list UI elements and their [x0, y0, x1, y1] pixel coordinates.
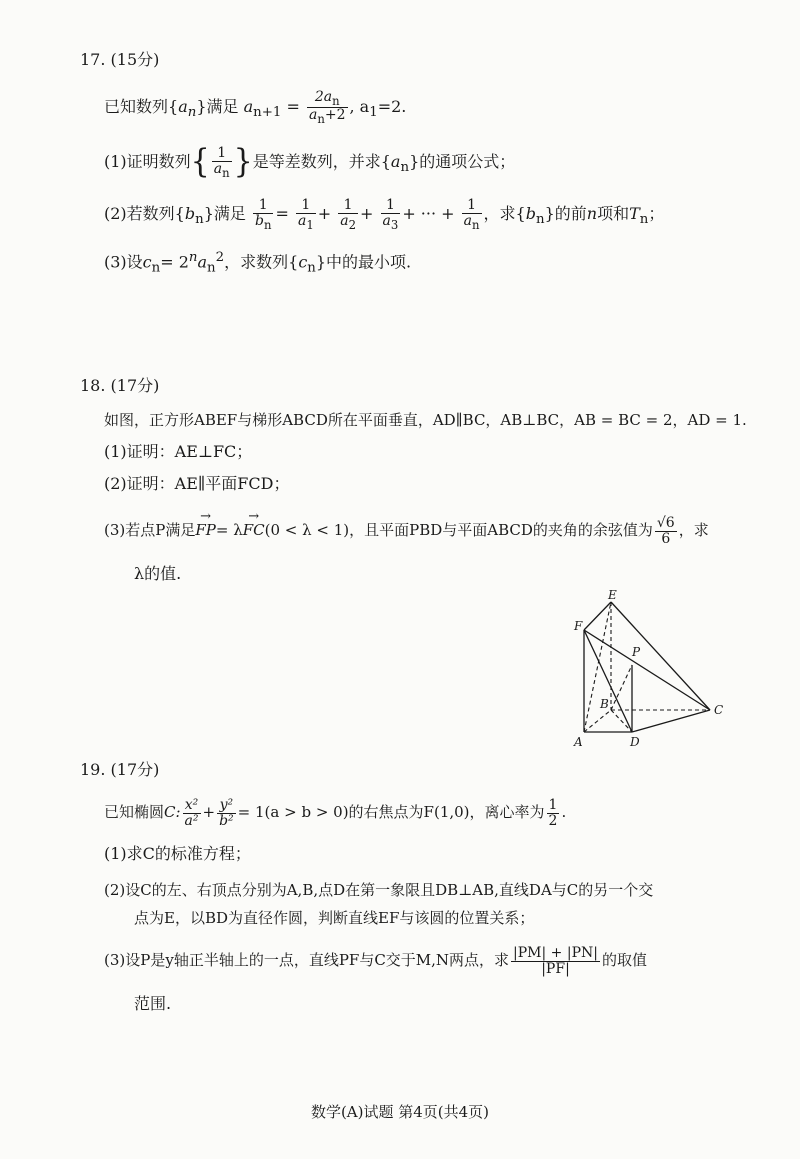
- label-A: A: [574, 735, 583, 749]
- q18-part3: (3)若点P满足→ FP= λ→ FC(0 < λ < 1)，且平面PBD与平面ABCD的夹角的余弦值为 $\frac{√6}{6}$ ，求: [104, 516, 709, 546]
- q19-stem: 已知椭圆C: $\frac{\text{x²}}{\text{a²}}$ + $\frac{\text{y²}}{\text{b²}}$ = 1(a > b > 0)的右焦点为F(1,0)，离心率为 $\frac{1}{2}$ .: [104, 797, 567, 829]
- q18-part2: (2)证明：AE∥平面FCD；: [104, 474, 290, 493]
- label-B: B: [600, 697, 609, 711]
- edge-BP: [611, 665, 632, 710]
- q17-heading: 17. (15分): [80, 50, 160, 69]
- q19-part2-line1: (2)设C的左、右顶点分别为A,B,点D在第一象限且DB⊥AB,直线DA与C的另一个交: [104, 881, 654, 899]
- q19-part3-cont: 范围.: [134, 994, 172, 1013]
- q18-heading: 18. (17分): [80, 376, 160, 395]
- edge-DC: [632, 710, 710, 732]
- q19-part3: (3)设P是y轴正半轴上的一点，直线PF与C交于M,N两点，求 $\frac{|PM| + |PN|}{|PF|}$ 的取值: [104, 945, 647, 977]
- label-P: P: [632, 645, 641, 659]
- q19-heading: 19. (17分): [80, 760, 160, 779]
- q18-part3-cont: λ的值.: [134, 564, 182, 583]
- edge-BD: [611, 710, 632, 732]
- q19-part1: (1)求C的标准方程；: [104, 844, 251, 863]
- label-E: E: [608, 590, 617, 602]
- q18-part1: (1)证明：AE⊥FC；: [104, 442, 253, 461]
- q17-part3: (3)设$c_n= 2^na_n^2$，求数列$\{c_n\}$中的最小项.: [104, 250, 412, 276]
- q17-part1: (1)证明数列{ $\frac{1}{a_n}$ }是等差数列，并求$\{a_n\}$的通项公式；: [104, 142, 516, 182]
- q17-part2: (2)若数列$\{b_n\}$满足 $\frac{1}{b_n}$ = $\frac{1}{a_1}$ + $\frac{1}{a_2}$ + $\frac{1}{a_3}$ + ··· + $\frac{1}{a_n}$ ，求$\{b_n\}$的前n项和$T_n$；: [104, 197, 665, 232]
- page-footer: 数学(A)试题 第4页(共4页): [310, 1103, 490, 1121]
- edge-AE: [584, 602, 611, 732]
- recurrence-fraction: $\frac{2a_n}{a_n+2}$: [308, 89, 346, 126]
- label-D: D: [630, 735, 640, 749]
- q17-stem: 已知数列$\{a_n\}$满足 $a_{n+1}$ = $\frac{2a_n}{a_n+2}$ , $a_1=2$.: [104, 89, 407, 126]
- edge-FE: [584, 602, 611, 630]
- label-C: C: [714, 703, 724, 717]
- geometry-figure: [566, 590, 736, 750]
- q19-part2-line2: 点为E，以BD为直径作圆，判断直线EF与该圆的位置关系；: [134, 909, 535, 927]
- q18-stem: 如图，正方形ABEF与梯形ABCD所在平面垂直，AD∥BC，AB⊥BC，AB = BC = 2，AD = 1.: [104, 411, 747, 429]
- label-F: F: [574, 619, 583, 633]
- edge-AB: [584, 710, 611, 732]
